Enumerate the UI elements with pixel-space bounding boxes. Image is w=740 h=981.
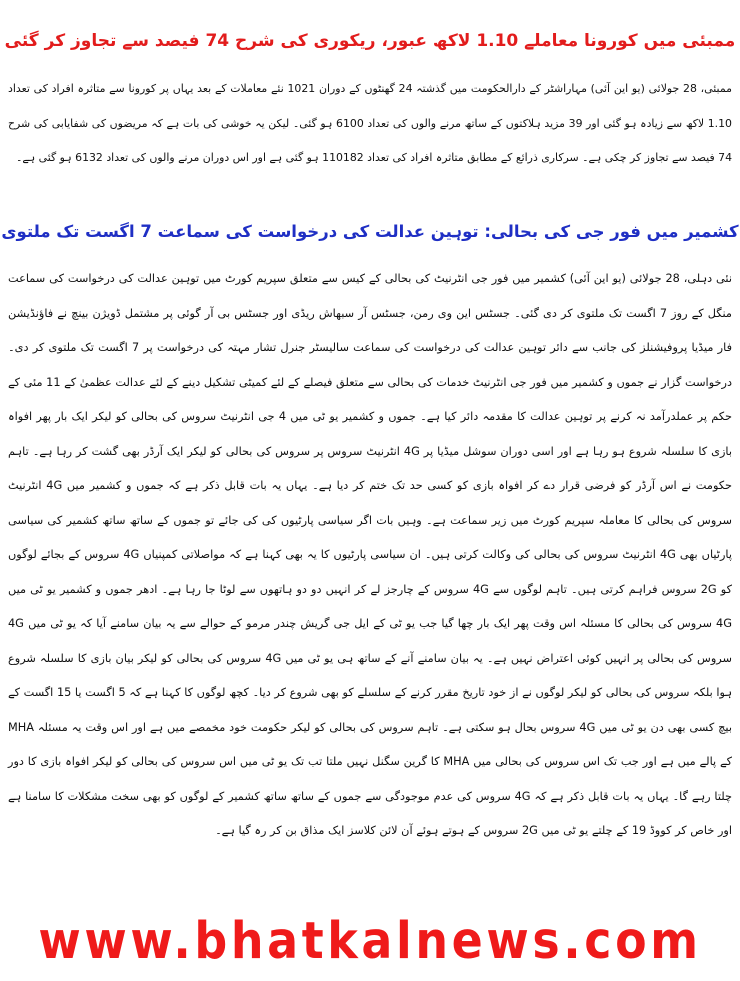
headline-mumbai-corona: ممبئی میں کورونا معاملے 1.10 لاکھ عبور، ریکوری کی شرح 74 فیصد سے تجاوز کر گئی [4, 31, 736, 51]
headline-kashmir-4g: کشمیر میں فور جی کی بحالی: توہین عدالت کی درخواست کی سماعت 7 اگست تک ملتوی [1, 222, 739, 241]
article-body-mumbai: ممبئی، 28 جولائی (یو این آئی) مہاراشٹر کے دارالحکومت میں گذشتہ 24 گھنٹوں کے دوران 1021 نئے معاملات کے بعد یہاں پر کورونا سے متاثرہ افراد کی تعداد 1.10 لاکھ سے زیادہ ہو گئی اور 39 مزید ہلاکتوں کے ساتھ مرنے والوں کی تعداد 6100 ہو گئی۔ لیکن یہ خوشی کی بات ہے کہ مریضوں کی شفایابی کی شرح 74 فیصد سے تجاوز کر چکی ہے۔ سرکاری ذرائع کے مطابق متاثرہ افراد کی تعداد 110182 ہو گئی ہے اور اس دوران مرنے والوں کی تعداد 6132 ہو گئی ہے۔ [8, 82, 732, 164]
website-footer: www.bhatkalnews.com [38, 912, 702, 971]
article-body-kashmir: نئی دہلی، 28 جولائی (یو این آئی) کشمیر میں فور جی انٹرنیٹ کی بحالی کے کیس سے متعلق سپریم کورٹ میں توہین عدالت کی درخواست کی سماعت منگل کے روز 7 اگست تک ملتوی کر دی گئی۔ جسٹس این وی رمن، جسٹس آر سبھاش ریڈی اور جسٹس بی آر گوئی پر مشتمل ڈویژن بینچ نے فاؤنڈیشن فار میڈیا پروفیشنلز کی جانب سے دائر توہین عدالت کی درخواست کی سماعت سالیسٹر جنرل تشار مہتہ کی درخواست پر 7 اگست تک ملتوی کر دی۔ درخواست گزار نے جموں و کشمیر میں فور جی انٹرنیٹ خدمات کی بحالی سے متعلق فیصلے کے لئے کمیٹی تشکیل دینے کے لئے عدالت عظمیٰ کے 11 مئی کے حکم پر عملدرآمد نہ کرنے پر توہین عدالت کا مقدمہ دائر کیا ہے۔ جموں و کشمیر یو ٹی میں 4 جی انٹرنیٹ سروس کی بحالی کو لیکر ایک بار پھر افواہ بازی کا سلسلہ شروع ہو رہا ہے اور اسی دوران سوشل میڈیا پر 4G انٹرنیٹ سروس پر سروس کی بحالی کو لیکر ایک آرڈر بھی گشت کر رہا ہے۔ تاہم حکومت نے اس آرڈر کو فرضی قرار دے کر افواہ بازی کو کسی حد تک ختم کر دیا ہے۔ یہاں یہ بات قابل ذکر ہے کہ جموں و کشمیر میں 4G انٹرنیٹ سروس کی بحالی کا معاملہ سپریم کورٹ میں زیر سماعت ہے۔ وہیں بات اگر سیاسی پارٹیوں کی کی جائے تو جموں کے ساتھ ساتھ کشمیر کی سیاسی پارٹیاں بھی 4G انٹرنیٹ سروس کی بحالی کی وکالت کرتی ہیں۔ ان سیاسی پارٹیوں کا یہ بھی کہنا ہے کہ مواصلاتی کمپنیاں 4G سروس کے بجائے لوگوں کو 2G سروس فراہم کرتی ہیں۔ تاہم لوگوں سے 4G سروس کے چارجز لے کر انہیں دو دو ہاتھوں سے لوٹا جا رہا ہے۔ ادھر جموں و کشمیر یو ٹی میں 4G سروس کی بحالی کا مسئلہ اس وقت پھر ایک بار چھا گیا جب یو ٹی کے ایل جی گریش چندر مرمو کے حوالے سے یہ بیان سامنے آیا کہ یو ٹی میں 4G سروس کی بحالی پر انہیں کوئی اعتراض نہیں ہے۔ یہ بیان سامنے آنے کے ساتھ ہی یو ٹی میں 4G سروس کی بحالی کو لیکر بیان بازی کا سلسلہ شروع ہوا بلکہ سروس کی بحالی کو لیکر لوگوں نے از خود تاریخ مقرر کرنے کے سلسلے کو بھی شروع کر دیا۔ کچھ لوگوں کا کہنا ہے کہ 5 اگست یا 15 اگست کے بیچ کسی بھی دن یو ٹی میں 4G سروس بحال ہو سکتی ہے۔ تاہم سروس کی بحالی کو لیکر حکومت خود مخمصے میں ہے اور اس وقت یہ مسئلہ MHA کے پالے میں ہے اور جب تک اس سروس کی بحالی میں MHA کا گرین سگنل نہیں ملتا تب تک یو ٹی میں اس سروس کی بحالی کو لیکر افواہ بازی کا دور چلتا رہے گا۔ یہاں یہ بات قابل ذکر ہے کہ 4G سروس کی عدم موجودگی سے جموں کے ساتھ ساتھ کشمیر کے لوگوں کو بھی سخت مشکلات کا سامنا ہے اور خاص کر کووڈ 19 کے چلتے یو ٹی میں 2G سروس کے ہوتے ہوئے آن لائن کلاسز ایک مذاق بن کر رہ گیا ہے۔ [8, 272, 732, 837]
